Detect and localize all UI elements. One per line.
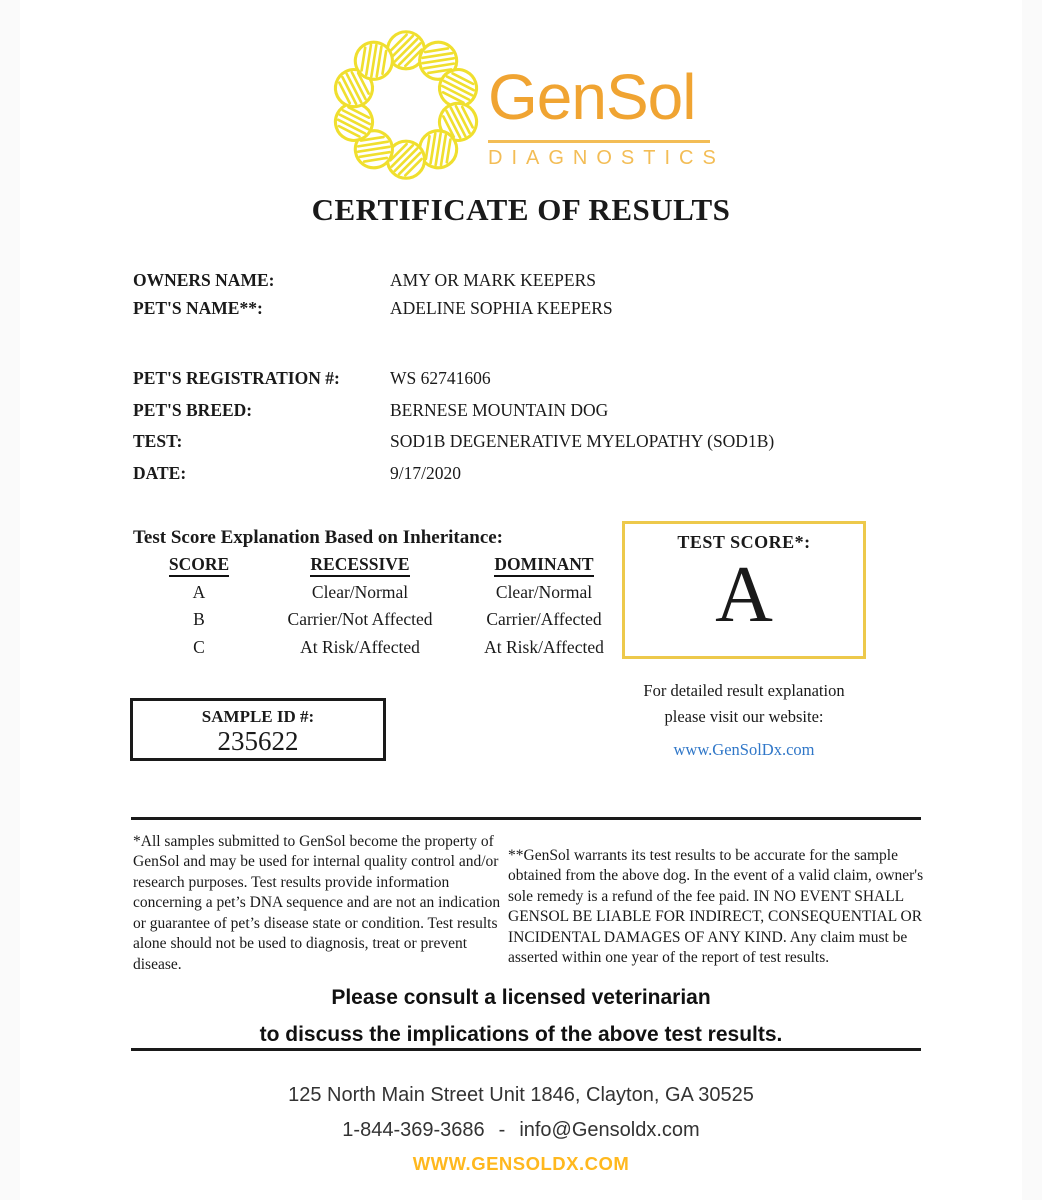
recessive-cell: At Risk/Affected <box>300 636 420 657</box>
table-row <box>133 579 633 607</box>
website-note <box>622 678 866 731</box>
contact-email: info@Gensoldx.com <box>519 1119 700 1141</box>
footnote-samples: *All samples submitted to GenSol become the property of GenSol and may be used for internal quality control and/or research purposes. Test results provide information concerning a pet’s DNA sequence and are not an indication or guarantee of pet’s disease state or condition. Test results alone should not be used to diagnosis, treat or prevent disease. <box>133 833 501 973</box>
website-link[interactable]: www.GenSolDx.com <box>673 740 815 759</box>
field-value: 9/17/2020 <box>390 463 461 483</box>
divider-bottom <box>131 1048 921 1051</box>
score-cell: C <box>193 636 205 657</box>
field-label: PET'S BREED: <box>133 400 253 420</box>
table-header-row <box>133 551 633 579</box>
field-row-owners-name <box>133 270 933 291</box>
contact-website-link[interactable]: WWW.GENSOLDX.COM <box>412 1153 630 1174</box>
gensol-logo <box>330 28 760 178</box>
contact-phone-line <box>20 1119 1022 1142</box>
website-note-line1: For detailed result explanation <box>643 681 845 700</box>
score-cell: B <box>193 609 205 629</box>
brand-name: GenSol <box>488 61 696 133</box>
column-header-dominant: DOMINANT <box>455 551 633 579</box>
field-label: TEST: <box>133 431 183 451</box>
footnote-warranty: **GenSol warrants its test results to be accurate for the sample obtained from the above dog. In the event of a valid claim, owner's sole remedy is a refund of the fee paid. IN NO EVENT SHALL GENSOL BE LIABLE FOR INDIRECT, CONSEQUENTIAL OR INCIDENTAL DAMAGES OF ANY KIND. Any claim must be asserted within one year of the report of test results. <box>508 847 924 967</box>
table-row <box>133 634 633 662</box>
field-value: WS 62741606 <box>390 368 491 388</box>
explanation-heading: Test Score Explanation Based on Inheritance: <box>133 527 504 548</box>
website-note-line2: please visit our website: <box>664 707 824 727</box>
sample-id-label: SAMPLE ID #: <box>201 707 315 726</box>
recessive-cell: Carrier/Not Affected <box>287 609 433 629</box>
field-label: OWNERS NAME: <box>133 270 275 290</box>
field-value: ADELINE SOPHIA KEEPERS <box>390 298 613 318</box>
test-score-box <box>622 521 866 659</box>
dominant-cell: Clear/Normal <box>495 581 593 602</box>
table-row <box>133 606 633 634</box>
test-score-value: A <box>715 551 773 639</box>
sample-id-value: 235622 <box>217 726 299 756</box>
field-row-test <box>133 431 933 452</box>
field-value: AMY OR MARK KEEPERS <box>390 270 596 290</box>
field-row-pets-name <box>133 298 933 319</box>
test-score-label: TEST SCORE*: <box>677 532 811 552</box>
column-header-score: SCORE <box>133 551 265 579</box>
explanation-table <box>133 551 633 661</box>
field-value: SOD1B DEGENERATIVE MYELOPATHY (SOD1B) <box>390 431 775 451</box>
contact-phone: 1-844-369-3686 <box>342 1119 485 1141</box>
field-label: PET'S NAME**: <box>133 298 263 318</box>
field-row-date <box>133 463 933 484</box>
dominant-cell: Carrier/Affected <box>486 609 602 629</box>
field-label: PET'S REGISTRATION #: <box>133 368 340 388</box>
dominant-cell: At Risk/Affected <box>484 636 604 657</box>
page-title: CERTIFICATE OF RESULTS <box>311 192 731 227</box>
field-row-breed <box>133 400 933 421</box>
contact-address: 125 North Main Street Unit 1846, Clayton, GA 30525 <box>288 1084 754 1106</box>
field-row-registration <box>133 368 933 389</box>
column-header-recessive: RECESSIVE <box>265 551 455 579</box>
brand-tagline: DIAGNOSTICS <box>488 147 725 170</box>
advice-line2: to discuss the implications of the above test results. <box>259 1023 783 1046</box>
score-cell: A <box>192 581 206 602</box>
field-value: BERNESE MOUNTAIN DOG <box>390 400 609 420</box>
divider-top <box>131 817 921 820</box>
field-label: DATE: <box>133 463 187 483</box>
contact-separator: - <box>498 1119 506 1141</box>
recessive-cell: Clear/Normal <box>311 581 409 602</box>
dna-wreath-icon <box>330 30 482 180</box>
sample-id-box <box>130 698 386 761</box>
document-sheet <box>20 0 1022 1200</box>
advice-line1: Please consult a licensed veterinarian <box>331 986 711 1009</box>
